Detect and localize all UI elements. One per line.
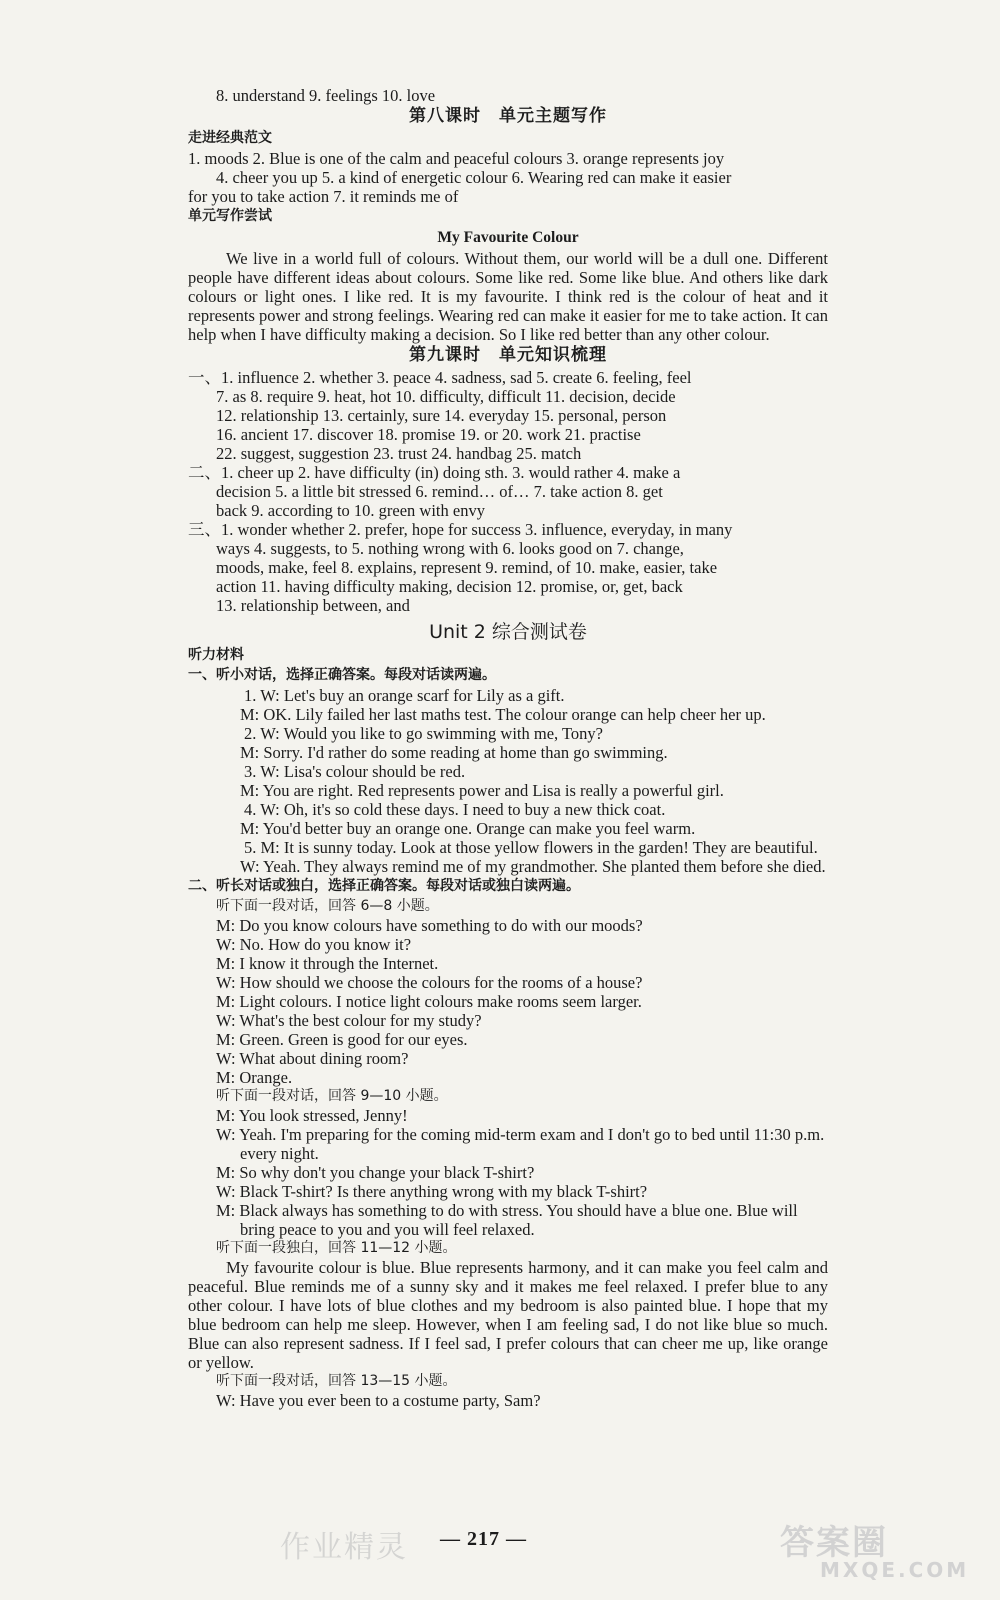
watermark-logo-text: 答案圈 [780,1523,888,1563]
dialog-item [188,686,828,724]
answer-line: back 9. according to 10. green with envy [216,501,485,520]
dialog-line: M: OK. Lily failed her last maths test. The colour orange can help cheer her up. [240,705,766,724]
dialog-line: M: You are right. Red represents power and Lisa is really a powerful girl. [240,781,724,800]
dialog-item [188,800,828,838]
unit-test-title: Unit 2 综合测试卷 [429,621,587,643]
classic-essay-label: 走进经典范文 [188,130,272,146]
dialog-line: W: Let's buy an orange scarf for Lily as a gift. [260,686,565,705]
answer-line: 二、1. cheer up 2. have difficulty (in) doing sth. 3. would rather 4. make a [188,463,681,482]
page-number: — 217 — [440,1528,527,1550]
item-number: 4. [244,800,257,819]
answer-line: moods, make, feel 8. explains, represent 9. remind, of 10. make, easier, take [216,558,718,577]
dialog-line: W: Black T-shirt? Is there anything wrong with my black T-shirt? [216,1182,648,1201]
item-number: 3. [244,762,257,781]
answer-line: ways 4. suggests, to 5. nothing wrong with 6. looks good on 7. change, [216,539,684,558]
section2-heading: 二、听长对话或独白，选择正确答案。每段对话或独白读两遍。 [188,878,580,894]
dialog-line: M: You look stressed, Jenny! [216,1106,408,1125]
essay-title: My Favourite Colour [437,229,579,246]
monologue-paragraph: My favourite colour is blue. Blue represents harmony, and it can make you feel calm and peaceful. Blue reminds me of a sunny sky and it makes me feel relaxed. I prefer blue to any other colour. I have lots of blue clothes and my bedroom is also painted blue. I hope that my blue bedroom can help me sleep. However, when I am feeling sad, I do not like blue so much. Blue can also represent sadness. If I feel sad, I prefer colours that can cheer me up, like orange or yellow. [188,1258,828,1372]
answer-line: 16. ancient 17. discover 18. promise 19. or 20. work 21. practise [216,425,641,444]
dialog-item [188,838,828,876]
lesson9-title: 第九课时 单元知识梳理 [409,345,607,365]
listening-label: 听力材料 [188,647,244,663]
answer-line: for you to take action 7. it reminds me of [188,187,459,206]
dialog-item [188,724,828,762]
answer-line: 4. cheer you up 5. a kind of energetic colour 6. Wearing red can make it easier [216,168,732,187]
item-number: 2. [244,724,257,743]
item-number: 1. [244,686,257,705]
dialog-line: W: What about dining room? [216,1049,409,1068]
answer-line: 12. relationship 13. certainly, sure 14. everyday 15. personal, person [216,406,667,425]
dialog-line: W: Would you like to go swimming with me, Tony? [260,724,603,743]
dialog-line: W: Yeah. They always remind me of my grandmother. She planted them before she died. [240,857,826,876]
question-intro: 听下面一段对话，回答 9—10 小题。 [216,1088,448,1104]
dialog-line: W: Have you ever been to a costume party, Sam? [216,1391,541,1410]
dialog-line: M: It is sunny today. Look at those yellow flowers in the garden! They are beautiful. [260,838,818,857]
answer-line: action 11. having difficulty making, decision 12. promise, or, get, back [216,577,683,596]
watermark-logo [780,1515,980,1590]
dialog-line: M: Black always has something to do with stress. You should have a blue one. Blue will bring peace to you and you will feel relaxed. [216,1201,798,1239]
answer-line: 三、1. wonder whether 2. prefer, hope for success 3. influence, everyday, in many [188,520,733,539]
section1-heading: 一、听小对话，选择正确答案。每段对话读两遍。 [188,667,496,683]
watermark-left: 作业精灵 [280,1530,408,1565]
dialog-line: M: Light colours. I notice light colours make rooms seem larger. [216,992,642,1011]
dialog-line: M: You'd better buy an orange one. Orange can make you feel warm. [240,819,696,838]
answer-page [188,86,828,1410]
answer-line: 13. relationship between, and [216,596,410,615]
answer-line: 7. as 8. require 9. heat, hot 10. difficulty, difficult 11. decision, decide [216,387,676,406]
answer-line: 22. suggest, suggestion 23. trust 24. handbag 25. match [216,444,582,463]
question-intro: 听下面一段对话，回答 13—15 小题。 [216,1373,457,1389]
question-intro: 听下面一段对话，回答 6—8 小题。 [216,898,439,914]
answer-line: 8. understand 9. feelings 10. love [216,86,436,105]
answer-line: 1. moods 2. Blue is one of the calm and peaceful colours 3. orange represents joy [188,149,725,168]
essay-paragraph: We live in a world full of colours. Without them, our world will be a dull one. Different people have different ideas about colours. Some like red. Some like blue. And others like dark colours or light ones. I like red. It is my favourite. I think red is the colour of heat and it represents power and strong feelings. Wearing red can make it easier for me to take action. It can help when I have difficulty making a decision. So I like red better than any other colour. [188,249,828,344]
answer-line: decision 5. a little bit stressed 6. remind… of… 7. take action 8. get [216,482,663,501]
item-number: 5. [244,838,257,857]
watermark-logo-url: MXQE.COM [820,1558,970,1582]
dialog-line: W: How should we choose the colours for the rooms of a house? [216,973,643,992]
dialog-line: M: Orange. [216,1068,293,1087]
dialog-line: M: I know it through the Internet. [216,954,439,973]
answer-line: 一、1. influence 2. whether 3. peace 4. sadness, sad 5. create 6. feeling, feel [188,368,692,387]
dialog-line: M: Sorry. I'd rather do some reading at home than go swimming. [240,743,668,762]
writing-try-label: 单元写作尝试 [188,208,272,224]
dialog-line: W: Oh, it's so cold these days. I need to buy a new thick coat. [260,800,666,819]
question-intro: 听下面一段独白，回答 11—12 小题。 [216,1240,457,1256]
dialog-line: M: Green. Green is good for our eyes. [216,1030,468,1049]
lesson8-title: 第八课时 单元主题写作 [409,106,607,126]
dialog-line: M: Do you know colours have something to do with our moods? [216,916,643,935]
dialog-item [188,762,828,800]
dialog-line: W: Lisa's colour should be red. [260,762,466,781]
dialog-line: W: Yeah. I'm preparing for the coming mid-term exam and I don't go to bed until 11:30 p.m. every night. [216,1125,825,1163]
dialog-line: M: So why don't you change your black T-shirt? [216,1163,535,1182]
dialog-line: W: What's the best colour for my study? [216,1011,482,1030]
dialog-line: W: No. How do you know it? [216,935,412,954]
